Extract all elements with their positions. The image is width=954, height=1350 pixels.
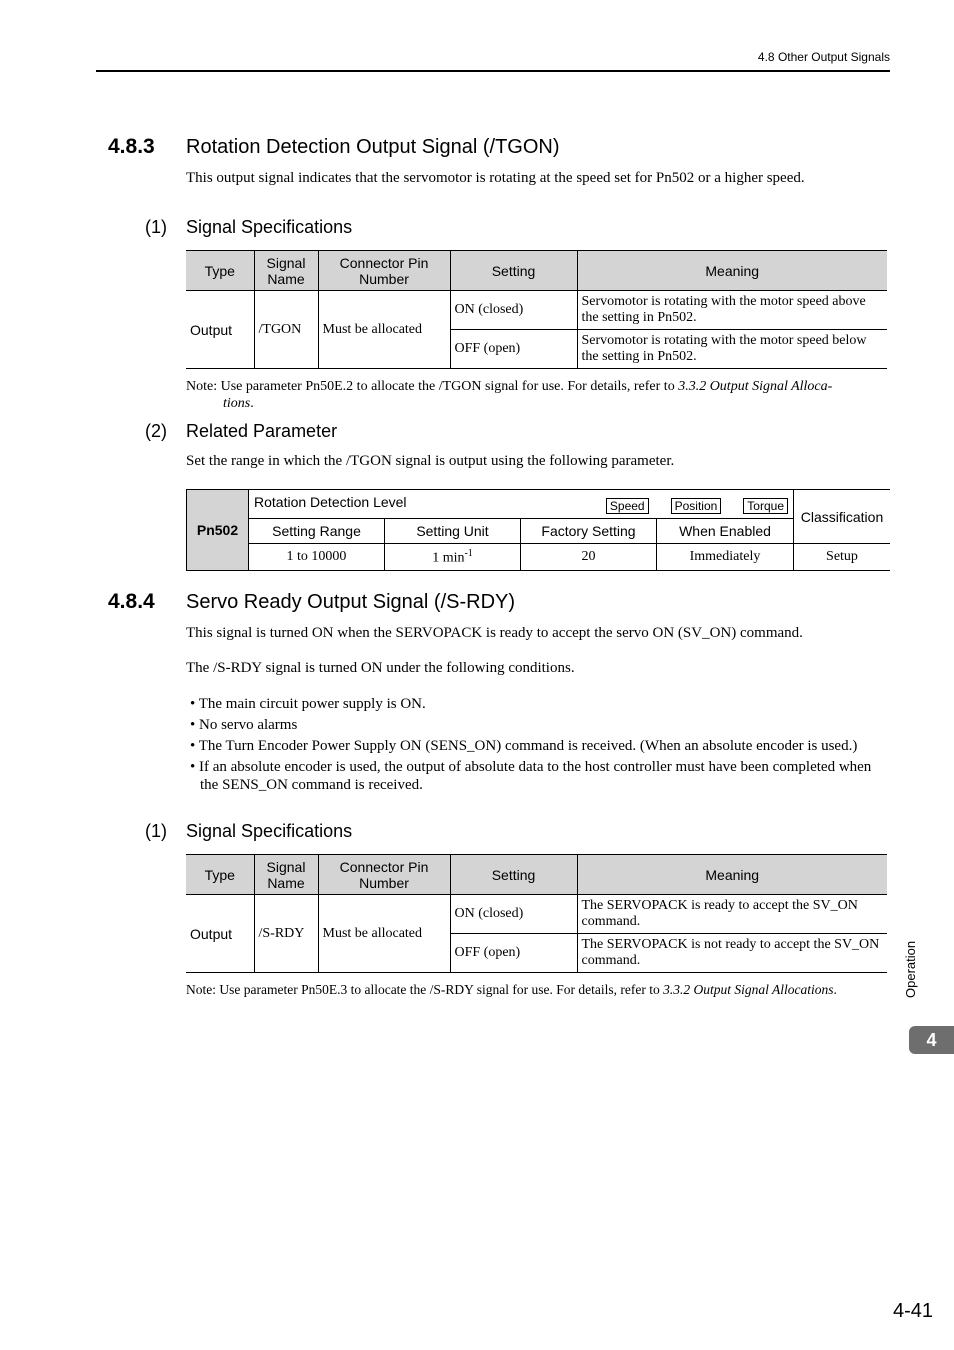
control-mode-tag: Torque bbox=[743, 498, 788, 514]
conditions-list bbox=[190, 695, 890, 797]
setting-cell: ON (closed) bbox=[450, 291, 577, 330]
parameter-id: Pn502 bbox=[187, 490, 249, 571]
list-item: • If an absolute encoder is used, the output of absolute data to the host controller must have been completed when the SENS_ON command is received. bbox=[190, 759, 872, 793]
note-end: . bbox=[833, 982, 837, 997]
note-reference-link[interactable]: 3.3.2 Output Signal Allocations bbox=[663, 982, 834, 997]
section-title: Servo Ready Output Signal (/S-RDY) bbox=[186, 591, 516, 613]
classification-header: Classification bbox=[794, 490, 891, 544]
section-intro-2: The /S-RDY signal is turned ON under the following conditions. bbox=[186, 660, 575, 676]
column-header: When Enabled bbox=[657, 519, 794, 544]
classification-value: Setup bbox=[794, 544, 891, 571]
signal-name-cell: /S-RDY bbox=[254, 895, 318, 973]
setting-cell: OFF (open) bbox=[450, 934, 577, 973]
pin-cell: Must be allocated bbox=[318, 895, 450, 973]
page-number: 4-41 bbox=[893, 1300, 934, 1322]
setting-unit-value bbox=[385, 544, 521, 571]
header-rule bbox=[96, 70, 890, 72]
subsection-number: (1) bbox=[145, 217, 167, 237]
list-item: • The Turn Encoder Power Supply ON (SENS_ON) command is received. (When an absolute encoder is used.) bbox=[190, 738, 858, 754]
section-title: Rotation Detection Output Signal (/TGON) bbox=[186, 136, 560, 158]
setting-unit-text: 1 min bbox=[432, 550, 465, 566]
param-intro: Set the range in which the /TGON signal is output using the following parameter. bbox=[186, 453, 675, 469]
column-header: Meaning bbox=[577, 855, 887, 895]
control-mode-tag: Speed bbox=[606, 498, 649, 514]
column-header: Setting Unit bbox=[385, 519, 521, 544]
note-end: . bbox=[250, 396, 254, 411]
setting-unit-exponent: -1 bbox=[464, 547, 473, 559]
table-header-row bbox=[186, 855, 887, 895]
signal-spec-table-tgon bbox=[186, 250, 887, 369]
running-header: 4.8 Other Output Signals bbox=[757, 50, 890, 64]
table-row bbox=[186, 895, 887, 934]
type-cell: Output bbox=[186, 291, 254, 369]
parameter-name: Rotation Detection Level bbox=[254, 494, 407, 510]
column-header: Connector Pin Number bbox=[318, 855, 450, 895]
table-row bbox=[186, 291, 887, 330]
control-mode-tag: Position bbox=[671, 498, 722, 514]
subsection-title: Related Parameter bbox=[186, 421, 338, 441]
meaning-cell: The SERVOPACK is not ready to accept the SV_ON command. bbox=[577, 934, 887, 973]
note-reference-link[interactable]: 3.3.2 Output Signal Alloca- bbox=[678, 379, 833, 394]
section-intro: This signal is turned ON when the SERVOPACK is ready to accept the servo ON (SV_ON) command. bbox=[186, 625, 803, 641]
chapter-side-label: Operation bbox=[903, 940, 918, 998]
chapter-tab: 4 bbox=[909, 1026, 954, 1054]
column-header: Signal Name bbox=[254, 251, 318, 291]
section-intro: This output signal indicates that the servomotor is rotating at the speed set for Pn502 or a higher speed. bbox=[186, 170, 805, 186]
list-item: • The main circuit power supply is ON. bbox=[190, 696, 426, 712]
setting-cell: OFF (open) bbox=[450, 330, 577, 369]
setting-range-value: 1 to 10000 bbox=[249, 544, 385, 571]
subsection-title: Signal Specifications bbox=[186, 821, 353, 841]
column-header: Type bbox=[186, 855, 254, 895]
column-header: Setting bbox=[450, 251, 577, 291]
parameter-name-cell bbox=[249, 490, 794, 519]
column-header: Signal Name bbox=[254, 855, 318, 895]
subsection-number: (1) bbox=[145, 821, 167, 841]
meaning-cell: Servomotor is rotating with the motor speed above the setting in Pn502. bbox=[577, 291, 887, 330]
column-header: Meaning bbox=[577, 251, 887, 291]
pin-cell: Must be allocated bbox=[318, 291, 450, 369]
section-number: 4.8.4 bbox=[108, 590, 155, 613]
note-tgon bbox=[186, 378, 886, 412]
meaning-cell: The SERVOPACK is ready to accept the SV_ON command. bbox=[577, 895, 887, 934]
subsection-number: (2) bbox=[145, 421, 167, 441]
list-item: • No servo alarms bbox=[190, 717, 298, 733]
type-cell: Output bbox=[186, 895, 254, 973]
note-text: Note: Use parameter Pn50E.2 to allocate the /TGON signal for use. For details, refer to bbox=[186, 379, 679, 394]
table-header-row bbox=[186, 251, 887, 291]
signal-spec-table-srdy bbox=[186, 854, 887, 973]
section-number: 4.8.3 bbox=[108, 135, 155, 158]
when-enabled-value: Immediately bbox=[657, 544, 794, 571]
note-reference-link[interactable]: tions bbox=[223, 396, 251, 411]
column-header: Setting bbox=[450, 855, 577, 895]
column-header: Factory Setting bbox=[521, 519, 657, 544]
signal-name-cell: /TGON bbox=[254, 291, 318, 369]
factory-setting-value: 20 bbox=[521, 544, 657, 571]
note-srdy bbox=[186, 981, 886, 998]
meaning-cell: Servomotor is rotating with the motor speed below the setting in Pn502. bbox=[577, 330, 887, 369]
column-header: Type bbox=[186, 251, 254, 291]
setting-cell: ON (closed) bbox=[450, 895, 577, 934]
note-text: Note: Use parameter Pn50E.3 to allocate the /S-RDY signal for use. For details, refer to bbox=[186, 982, 664, 997]
column-header: Connector Pin Number bbox=[318, 251, 450, 291]
column-header: Setting Range bbox=[249, 519, 385, 544]
subsection-title: Signal Specifications bbox=[186, 217, 353, 237]
parameter-table-pn502 bbox=[186, 489, 890, 571]
